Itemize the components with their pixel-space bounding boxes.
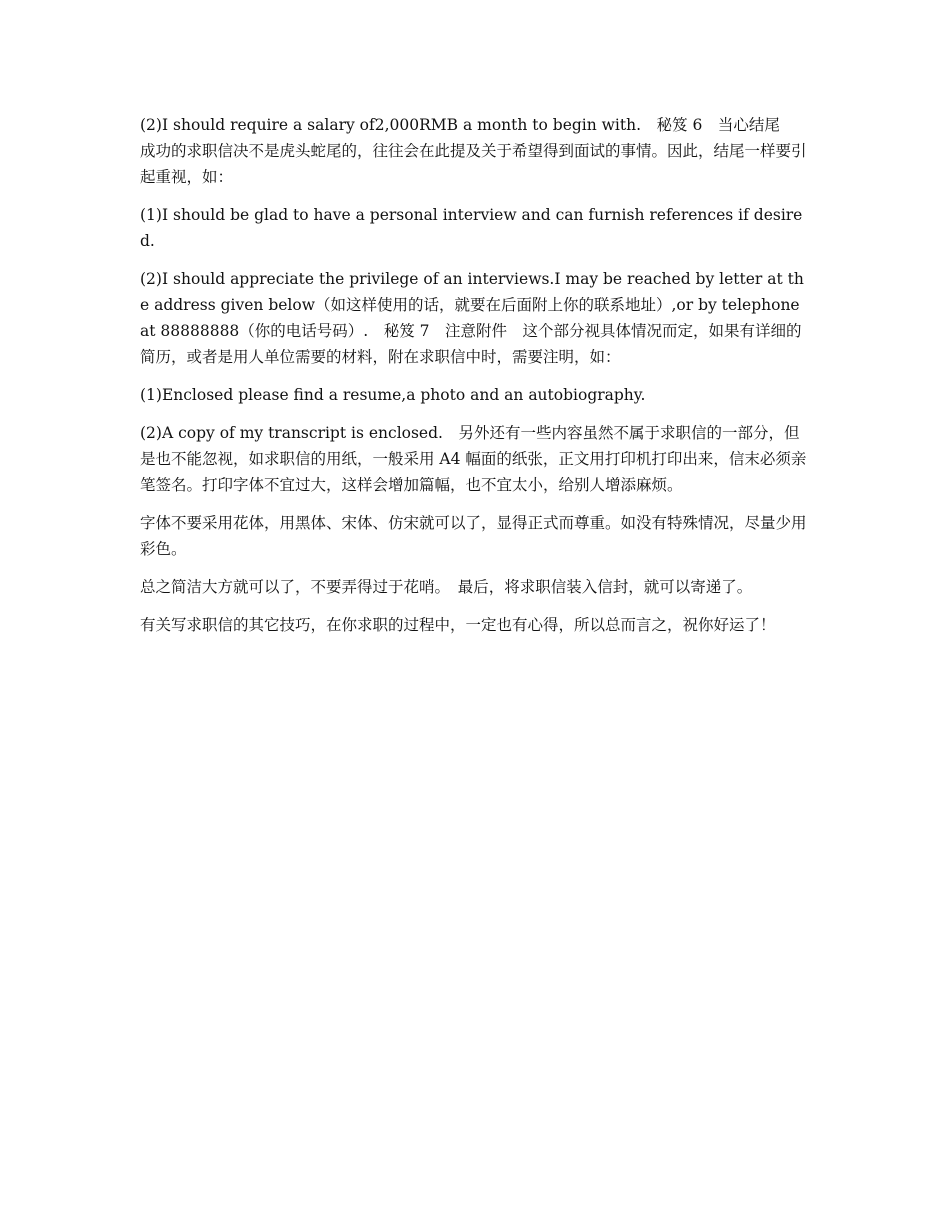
paragraph-interview-example-1: (1)I should be glad to have a personal interview and can furnish references if desired. [140,206,803,250]
paragraph-enclosure-example-2-paper-format: (2)A copy of my transcript is enclosed. 另外还有一些内容虽然不属于求职信的一部分，但是也不能忽视，如求职信的用纸，一般采用 A4 幅面的纸张，正文用打印机打印出来，信末必须亲笔签名。打印字体不宜过大，这样会增加篇幅，也不宜太小，给别人增添麻烦。 [140,424,807,494]
paragraph-enclosure-example-1: (1)Enclosed please find a resume,a photo and an autobiography. [140,386,646,404]
paragraph-interview-example-2-attachment-tip: (2)I should appreciate the privilege of an interviews.I may be reached by letter at the address given below（如这样使用的话，就要在后面附上你的联系地址）,or by telephone at 88888888（你的电话号码）. 秘笈 7 注意附件 这个部分视具体情况而定，如果有详细的简历，或者是用人单位需要的材料，附在求职信中时，需要注明，如： [140,270,804,366]
paragraph-salary-closing-tip: (2)I should require a salary of2,000RMB a month to begin with. 秘笈 6 当心结尾 成功的求职信决不是虎头蛇尾的，往往会在此提及关于希望得到面试的事情。因此，结尾一样要引起重视，如： [140,116,807,186]
paragraph-font-advice: 字体不要采用花体，用黑体、宋体、仿宋就可以了，显得正式而尊重。如没有特殊情况，尽量少用彩色。 [140,514,807,558]
paragraph-envelope-advice: 总之简洁大方就可以了，不要弄得过于花哨。 最后，将求职信装入信封，就可以寄递了。 [140,578,753,596]
document-body [140,112,810,650]
paragraph-closing-wishes: 有关写求职信的其它技巧，在你求职的过程中，一定也有心得，所以总而言之，祝你好运了！ [140,616,776,634]
